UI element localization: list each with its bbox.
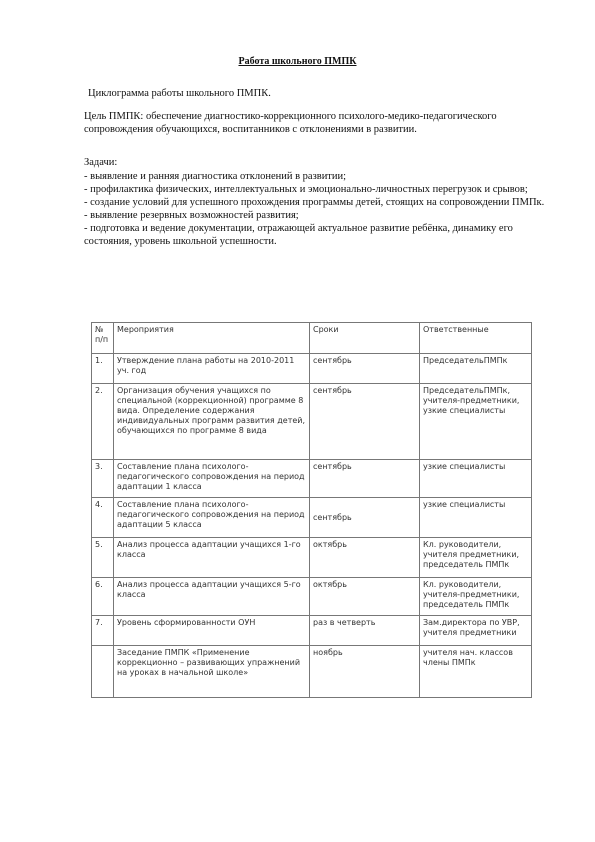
cell-date: сентябрь xyxy=(310,498,420,538)
cell-number: 7. xyxy=(92,616,114,646)
cell-responsible: Кл. руководители, учителя предметники, председатель ПМПк xyxy=(420,538,532,578)
table-row xyxy=(92,498,532,538)
cell-number xyxy=(92,646,114,698)
table-header-row xyxy=(92,323,532,354)
task-item: - выявление резервных возможностей развития; xyxy=(84,210,299,221)
cell-event: Уровень сформированности ОУН xyxy=(114,616,310,646)
cell-event: Утверждение плана работы на 2010-2011 уч. год xyxy=(114,354,310,384)
cell-number: 2. xyxy=(92,384,114,460)
cell-number: 6. xyxy=(92,578,114,616)
header-responsible: Ответственные xyxy=(420,323,532,354)
cell-responsible: узкие специалисты xyxy=(420,498,532,538)
cell-responsible: ПредседательПМПк xyxy=(420,354,532,384)
cell-event: Составление плана психолого-педагогического сопровождения на период адаптации 5 класса xyxy=(114,498,310,538)
cell-date: октябрь xyxy=(310,538,420,578)
cell-responsible: Кл. руководители, учителя-предметники, председатель ПМПк xyxy=(420,578,532,616)
plan-table xyxy=(91,322,532,698)
cell-date: сентябрь xyxy=(310,460,420,498)
tasks-list xyxy=(84,170,554,248)
task-item: - профилактика физических, интеллектуальных и эмоционально-личностных перегрузок и срывов; xyxy=(84,184,528,195)
cell-number: 5. xyxy=(92,538,114,578)
goal-paragraph: Цель ПМПК: обеспечение диагностико-коррекционного психолого-медико-педагогического сопровождения обучающихся, воспитанников с отклонениями в развитии. xyxy=(84,111,497,135)
cell-responsible: Зам.директора по УВР, учителя предметники xyxy=(420,616,532,646)
cell-date: ноябрь xyxy=(310,646,420,698)
task-item: - создание условий для успешного прохождения программы детей, стоящих на сопровождении ПМПк. xyxy=(84,197,545,208)
cell-date: сентябрь xyxy=(310,354,420,384)
table-row xyxy=(92,538,532,578)
table-row xyxy=(92,578,532,616)
document-title: Работа школьного ПМПК xyxy=(238,56,357,67)
table-row xyxy=(92,460,532,498)
cell-date: раз в четверть xyxy=(310,616,420,646)
cell-responsible: узкие специалисты xyxy=(420,460,532,498)
cell-event: Составление плана психолого-педагогического сопровождения на период адаптации 1 класса xyxy=(114,460,310,498)
header-number: № п/п xyxy=(92,323,114,354)
task-item: - выявление и ранняя диагностика отклонений в развитии; xyxy=(84,171,347,182)
cell-event: Анализ процесса адаптации учащихся 5-го класса xyxy=(114,578,310,616)
cell-number: 4. xyxy=(92,498,114,538)
cell-number: 3. xyxy=(92,460,114,498)
header-events: Мероприятия xyxy=(114,323,310,354)
cell-responsible: учителя нач. классов члены ПМПк xyxy=(420,646,532,698)
table-row xyxy=(92,354,532,384)
cell-date: октябрь xyxy=(310,578,420,616)
table-row xyxy=(92,384,532,460)
table-row xyxy=(92,646,532,698)
cell-event: Анализ процесса адаптации учащихся 1-го класса xyxy=(114,538,310,578)
task-item: - подготовка и ведение документации, отражающей актуальное развитие ребёнка, динамику его состояния, уровень школьной успешности. xyxy=(84,223,513,247)
cell-responsible: ПредседательПМПк, учителя-предметники, узкие специалисты xyxy=(420,384,532,460)
tasks-heading: Задачи: xyxy=(84,157,118,168)
header-dates: Сроки xyxy=(310,323,420,354)
cell-event: Организация обучения учащихся по специальной (коррекционной) программе 8 вида. Определение содержания индивидуальных программ развития детей, обучающихся по программе 8 вида xyxy=(114,384,310,460)
cell-number: 1. xyxy=(92,354,114,384)
table-row xyxy=(92,616,532,646)
cell-event: Заседание ПМПК «Применение коррекционно – развивающих упражнений на уроках в начальной школе» xyxy=(114,646,310,698)
document-subtitle: Циклограмма работы школьного ПМПК. xyxy=(88,88,271,99)
cell-date: сентябрь xyxy=(310,384,420,460)
